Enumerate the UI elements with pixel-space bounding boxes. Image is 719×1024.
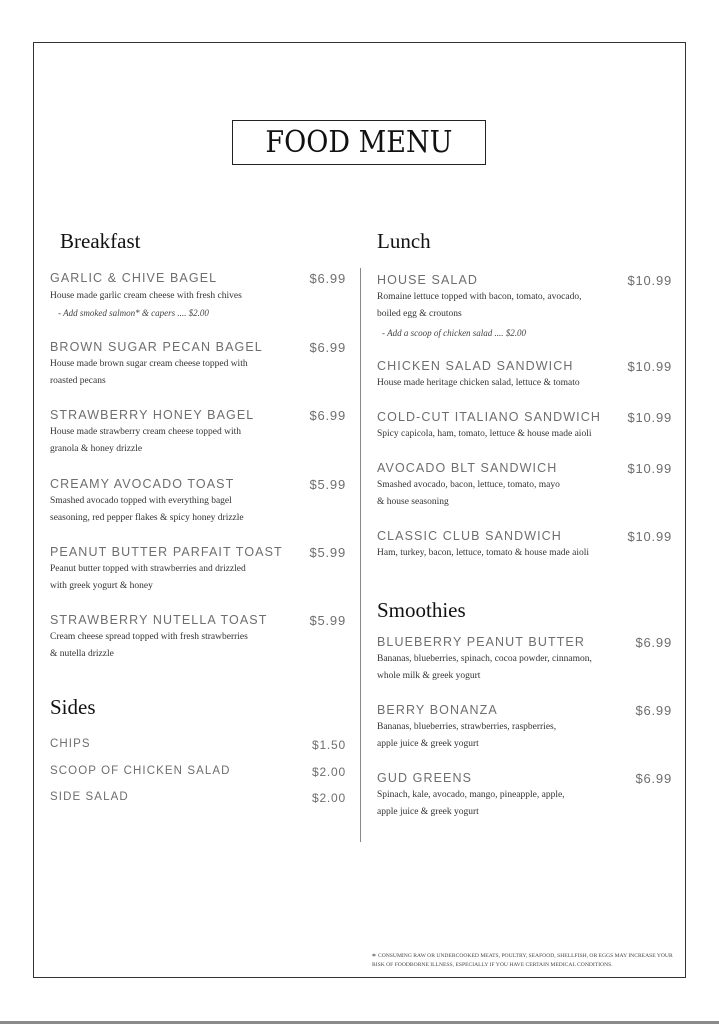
item-description: Cream cheese spread topped with fresh strawberries [50, 632, 248, 642]
item-addon: - Add a scoop of chicken salad .... $2.00 [382, 328, 527, 338]
item-name: SCOOP OF CHICKEN SALAD [50, 765, 231, 777]
item-description: Smashed avocado topped with everything bagel [50, 496, 232, 506]
item-description: with greek yogurt & honey [50, 581, 153, 591]
item-name: STRAWBERRY HONEY BAGEL [50, 408, 255, 422]
lunch-heading: Lunch [377, 229, 431, 253]
item-description: House made heritage chicken salad, lettuce & tomato [377, 378, 580, 388]
item-price: $6.99 [309, 271, 346, 286]
item-description: whole milk & greek yogurt [377, 671, 481, 681]
item-price: $1.50 [311, 738, 346, 752]
item-price: $2.00 [311, 791, 346, 805]
item-description: Peanut butter topped with strawberries and drizzled [50, 564, 246, 574]
item-name: PEANUT BUTTER PARFAIT TOAST [50, 545, 283, 559]
item-name: CREAMY AVOCADO TOAST [50, 477, 235, 491]
item-price: $10.99 [627, 410, 672, 425]
item-price: $10.99 [627, 529, 672, 544]
item-description: House made garlic cream cheese with fresh chives [50, 291, 242, 301]
item-name: BROWN SUGAR PECAN BAGEL [50, 340, 263, 354]
asterisk: * [372, 952, 376, 961]
item-price: $6.99 [309, 340, 346, 355]
item-description: Ham, turkey, bacon, lettuce, tomato & house made aioli [377, 548, 590, 558]
item-description: apple juice & greek yogurt [377, 807, 479, 817]
item-description: House made brown sugar cream cheese topped with [50, 359, 248, 369]
item-description: granola & honey drizzle [50, 444, 143, 454]
footnote-text: CONSUMING RAW OR UNDERCOOKED MEATS, POULTRY, SEAFOOD, SHELLFISH, OR EGGS MAY INCREASE YOUR RISK OF FOODBORNE ILLNESS, ESPECIALLY IF YOU HAVE CERTAIN MEDICAL CONDITIONS. [372, 953, 673, 968]
item-name: CHICKEN SALAD SANDWICH [377, 359, 574, 373]
item-price: $10.99 [627, 461, 672, 476]
item-name: GARLIC & CHIVE BAGEL [50, 271, 218, 285]
sides-heading: Sides [50, 695, 96, 719]
item-description: boiled egg & croutons [377, 309, 462, 319]
column-divider [360, 268, 361, 842]
item-description: & nutella drizzle [50, 649, 114, 659]
item-name: AVOCADO BLT SANDWICH [377, 461, 558, 475]
item-description: roasted pecans [50, 376, 106, 386]
item-description: Bananas, blueberries, strawberries, raspberries, [377, 722, 557, 732]
item-price: $10.99 [627, 273, 672, 288]
item-name: BERRY BONANZA [377, 703, 498, 717]
item-description: seasoning, red pepper flakes & spicy honey drizzle [50, 513, 244, 523]
item-name: HOUSE SALAD [377, 273, 479, 287]
item-description: Romaine lettuce topped with bacon, tomato, avocado, [377, 292, 582, 302]
item-name: COLD-CUT ITALIANO SANDWICH [377, 410, 601, 424]
item-name: GUD GREENS [377, 771, 473, 785]
item-price: $5.99 [309, 613, 346, 628]
item-price: $10.99 [627, 359, 672, 374]
breakfast-heading: Breakfast [60, 229, 141, 253]
item-description: Smashed avocado, bacon, lettuce, tomato, mayo [377, 480, 560, 490]
item-addon: - Add smoked salmon* & capers .... $2.00 [58, 308, 209, 318]
item-price: $2.00 [311, 765, 346, 779]
item-price: $5.99 [309, 477, 346, 492]
item-description: House made strawberry cream cheese topped with [50, 427, 241, 437]
smoothies-heading: Smoothies [377, 598, 466, 622]
item-name: CLASSIC CLUB SANDWICH [377, 529, 562, 543]
item-name: SIDE SALAD [50, 791, 129, 803]
menu-title: FOOD MENU [265, 125, 453, 160]
item-price: $6.99 [635, 635, 672, 650]
item-price: $6.99 [635, 771, 672, 786]
item-description: & house seasoning [377, 497, 449, 507]
item-price: $5.99 [309, 545, 346, 560]
item-price: $6.99 [309, 408, 346, 423]
item-name: BLUEBERRY PEANUT BUTTER [377, 635, 585, 649]
item-name: STRAWBERRY NUTELLA TOAST [50, 613, 268, 627]
item-description: apple juice & greek yogurt [377, 739, 479, 749]
item-description: Spinach, kale, avocado, mango, pineapple, apple, [377, 790, 565, 800]
item-description: Bananas, blueberries, spinach, cocoa powder, cinnamon, [377, 654, 592, 664]
item-price: $6.99 [635, 703, 672, 718]
menu-title-box [232, 120, 486, 165]
item-name: CHIPS [50, 738, 91, 750]
item-description: Spicy capicola, ham, tomato, lettuce & house made aioli [377, 429, 592, 439]
food-safety-footnote [372, 952, 682, 970]
